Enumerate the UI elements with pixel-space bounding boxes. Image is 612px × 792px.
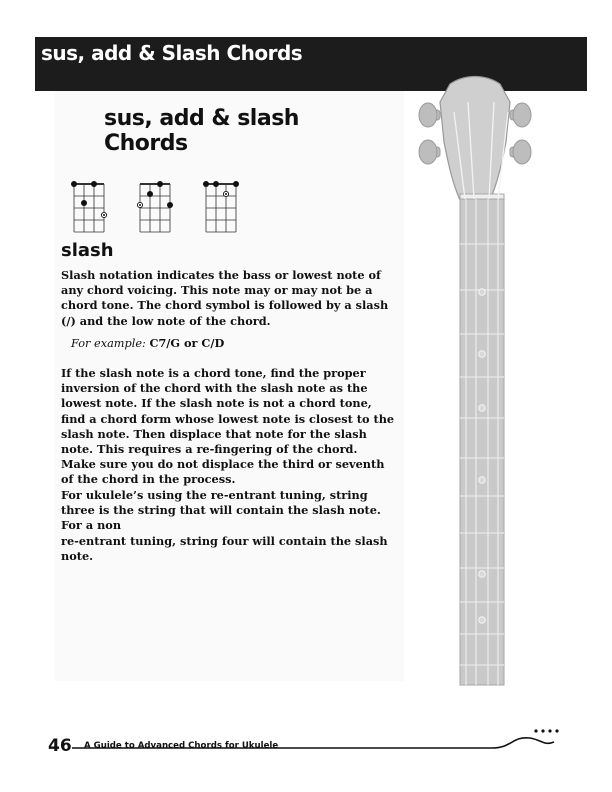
header-title: sus, add & Slash Chords xyxy=(41,41,303,65)
ukulele-neck-illustration xyxy=(410,72,540,687)
chord-diagram xyxy=(136,172,176,234)
paragraph-line: For a non xyxy=(61,518,122,533)
finger-dot xyxy=(213,181,219,187)
finger-dot xyxy=(81,200,87,206)
example-value: C7/G or C/D xyxy=(149,336,225,350)
paragraph xyxy=(61,488,396,564)
paragraph-line: three is the string that will contain the slash note. xyxy=(61,503,381,518)
chord-diagram xyxy=(202,172,242,234)
finger-dot xyxy=(157,181,163,187)
finger-dot xyxy=(71,181,77,187)
page-heading: sus, add & slash Chords xyxy=(104,106,299,156)
paragraph-line: re-entrant tuning, string four will contain the slash xyxy=(61,533,388,548)
paragraph: If the slash note is a chord tone, find the proper inversion of the chord with the slash note as the lowest note. If the slash note is not a chord tone, find a chord form whose lowest note is closest to the slash note. Then displace that note for the slash note. This requires a re-fingering of the chord. Make sure you do not displace the third or seventh of the chord in the process. xyxy=(61,366,395,487)
finger-dot xyxy=(147,191,153,197)
paragraph-line: For ukulele’s using the re-entrant tuning, string xyxy=(61,488,368,502)
footer-book-title: A Guide to Advanced Chords for Ukulele xyxy=(84,741,279,751)
finger-dot xyxy=(91,181,97,187)
paragraph-line: note. xyxy=(61,548,94,563)
section-heading: slash xyxy=(61,240,114,261)
page-number: 46 xyxy=(48,736,72,756)
finger-dot xyxy=(167,202,173,208)
paragraph: Slash notation indicates the bass or lowest note of any chord voicing. This note may or may not be a chord tone. The chord symbol is followed by a slash (/) and the low note of the chord. xyxy=(61,268,389,328)
chord-diagram xyxy=(70,172,110,234)
example-line xyxy=(71,336,224,350)
example-lead: For example: xyxy=(71,337,146,350)
finger-dot xyxy=(233,181,239,187)
finger-dot xyxy=(203,181,209,187)
chord-diagram-row xyxy=(66,172,246,242)
